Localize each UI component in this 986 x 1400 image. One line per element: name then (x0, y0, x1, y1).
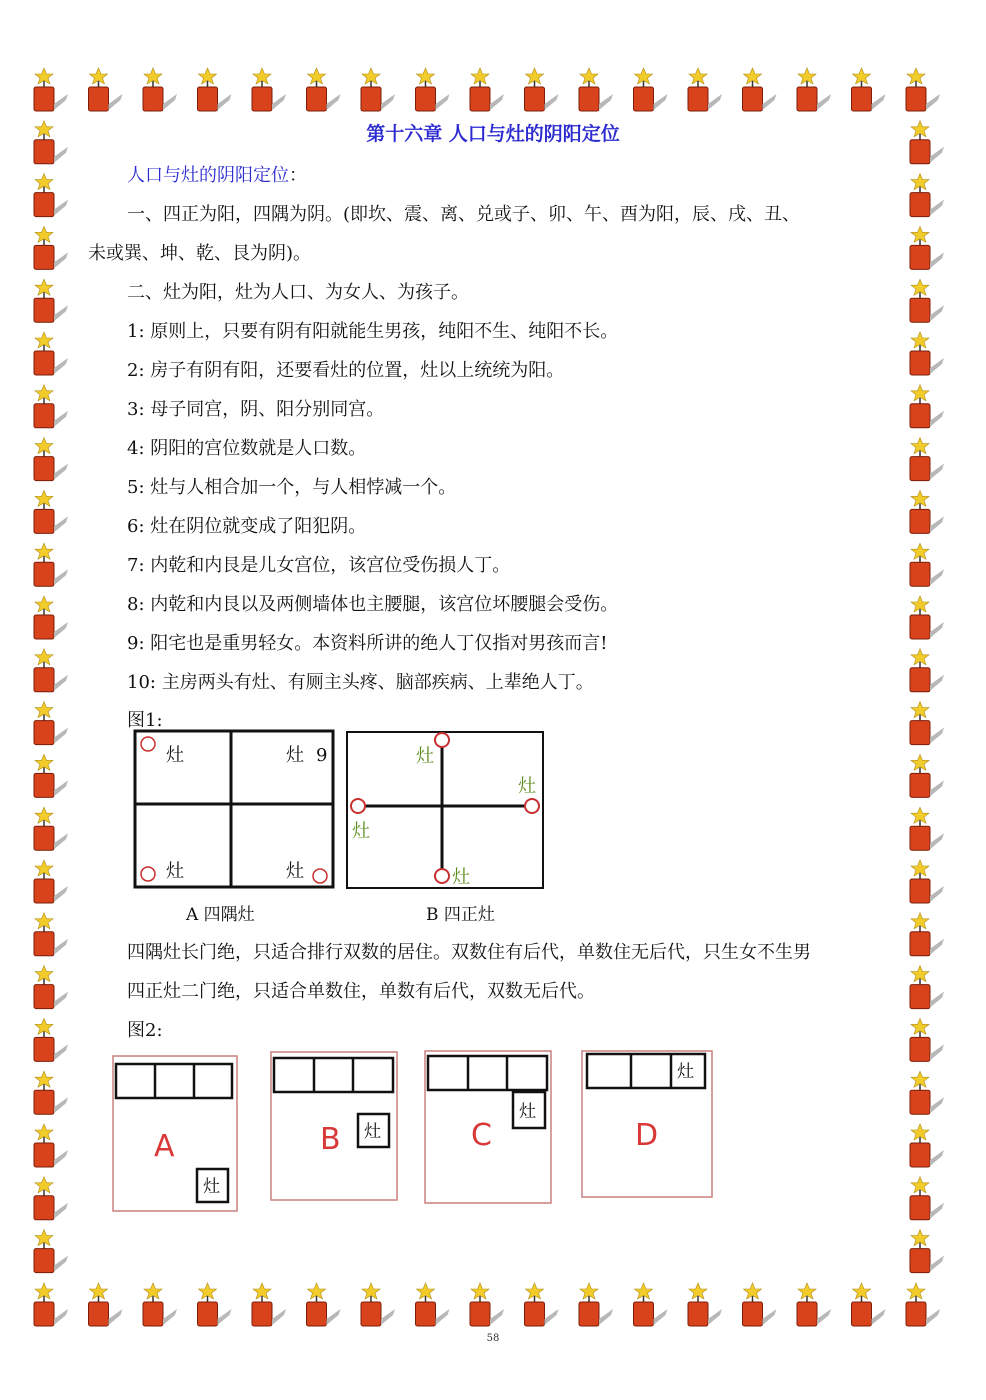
corner-circle (141, 867, 155, 881)
cardinal-circle (435, 869, 449, 883)
candle-icon (910, 174, 944, 217)
zao-label: 灶 (364, 1122, 381, 1142)
list-item: 7: 内乾和内艮是儿女宫位，该宫位受伤损人丁。 (127, 555, 511, 576)
zao-label: 灶 (677, 1062, 694, 1082)
zao-label: 灶 (519, 1102, 536, 1122)
candle-icon (34, 1018, 68, 1061)
candle-icon (307, 1283, 341, 1326)
candle-icon (34, 966, 68, 1009)
candle-icon (34, 596, 68, 639)
candle-icon (579, 68, 613, 111)
corner-circle (313, 869, 327, 883)
zao-label: 灶 (166, 861, 184, 882)
corner-circle (141, 737, 155, 751)
candle-icon (634, 68, 668, 111)
candle-icon (906, 68, 940, 111)
candle-icon (906, 1283, 940, 1326)
candle-icon (910, 860, 944, 903)
fig2-diagram-d (582, 1051, 712, 1197)
list-item: 9: 阳宅也是重男轻女。本资料所讲的绝人丁仅指对男孩而言! (127, 633, 608, 654)
fig1-label: 图1: (127, 710, 163, 731)
candle-icon (688, 1283, 722, 1326)
candle-icon (34, 754, 68, 797)
candle-icon (910, 438, 944, 481)
diagram-letter: B (320, 1122, 341, 1157)
candle-icon (143, 68, 177, 111)
digit-label: 9 (316, 745, 328, 766)
subtitle-colon: ： (289, 165, 307, 186)
candle-icon (198, 1283, 232, 1326)
candle-icon (910, 226, 944, 269)
candle-icon (34, 279, 68, 322)
fig1-diagram-a (135, 731, 333, 887)
candle-icon (910, 1177, 944, 1220)
figure-1 (126, 726, 556, 896)
candle-icon (743, 68, 777, 111)
candle-icon (852, 1283, 886, 1326)
candle-icon (252, 1283, 286, 1326)
candle-icon (34, 702, 68, 745)
zao-label: 灶 (166, 745, 184, 766)
candle-icon (797, 1283, 831, 1326)
candle-icon (89, 68, 123, 111)
candle-icon (910, 490, 944, 533)
candle-icon (34, 332, 68, 375)
candle-icon (910, 702, 944, 745)
candle-icon (34, 860, 68, 903)
candle-icon (89, 1283, 123, 1326)
list-item: 5: 灶与人相合加一个，与人相悖减一个。 (127, 477, 457, 498)
zao-label: 灶 (352, 821, 370, 842)
candle-icon (34, 543, 68, 586)
diagram-letter: D (635, 1118, 659, 1153)
zao-label: 灶 (452, 867, 470, 888)
candle-icon (910, 279, 944, 322)
candle-icon (34, 385, 68, 428)
candle-icon (797, 68, 831, 111)
fig2-diagram-b (271, 1052, 397, 1200)
candle-icon (34, 68, 68, 111)
list-item: 10: 主房两头有灶、有厕主头疼、脑部疾病、上辈绝人丁。 (127, 672, 594, 693)
candle-icon (525, 68, 559, 111)
candle-icon (910, 649, 944, 692)
list-item: 1: 原则上，只要有阴有阳就能生男孩，纯阳不生、纯阳不长。 (127, 321, 619, 342)
chapter-title: 第十六章 人口与灶的阴阳定位 (366, 123, 620, 145)
fig1-diagram-b (347, 732, 543, 888)
candle-icon (634, 1283, 668, 1326)
candle-icon (910, 754, 944, 797)
candle-icon (470, 68, 504, 111)
zao-label: 灶 (518, 776, 536, 797)
candle-icon (910, 543, 944, 586)
fig2-diagram-a (113, 1056, 237, 1211)
figure-2 (108, 1048, 718, 1218)
candle-icon (525, 1283, 559, 1326)
candle-icon (910, 385, 944, 428)
candle-icon (34, 1283, 68, 1326)
candle-icon (470, 1283, 504, 1326)
candle-icon (34, 1177, 68, 1220)
diagram-letter: A (154, 1129, 175, 1164)
candle-icon (688, 68, 722, 111)
note-2: 四正灶二门绝，只适合单数住，单数有后代，双数无后代。 (127, 981, 595, 1002)
candle-icon (34, 1124, 68, 1167)
candle-icon (34, 649, 68, 692)
candle-icon (910, 807, 944, 850)
para1-line1: 一、四正为阳，四隅为阴。(即坎、震、离、兑或子、卯、午、酉为阳，辰、戌、丑、 (127, 204, 801, 225)
candle-icon (910, 913, 944, 956)
candle-icon (34, 174, 68, 217)
cardinal-circle (351, 799, 365, 813)
cardinal-circle (435, 733, 449, 747)
page-number: 58 (486, 1333, 500, 1344)
candle-icon (34, 1071, 68, 1114)
diagram-letter: C (471, 1118, 492, 1153)
candle-icon (361, 1283, 395, 1326)
para2: 二、灶为阳，灶为人口、为女人、为孩子。 (127, 282, 469, 303)
subtitle (127, 161, 307, 187)
zao-label: 灶 (416, 746, 434, 767)
candle-icon (910, 596, 944, 639)
candle-icon (34, 438, 68, 481)
subtitle-text: 人口与灶的阴阳定位 (127, 165, 289, 186)
candle-icon (910, 966, 944, 1009)
candle-icon (198, 68, 232, 111)
candle-icon (910, 332, 944, 375)
list-item: 3: 母子同宫，阴、阳分别同宫。 (127, 399, 385, 420)
candle-icon (579, 1283, 613, 1326)
candle-icon (910, 1018, 944, 1061)
zao-label: 灶 (203, 1177, 220, 1197)
list-item: 2: 房子有阴有阳，还要看灶的位置，灶以上统统为阳。 (127, 360, 565, 381)
para1-line2: 未或巽、坤、乾、艮为阴)。 (88, 243, 312, 264)
candle-icon (416, 68, 450, 111)
candle-icon (361, 68, 395, 111)
candle-icon (34, 490, 68, 533)
candle-icon (743, 1283, 777, 1326)
candle-icon (143, 1283, 177, 1326)
list-item: 8: 内乾和内艮以及两侧墙体也主腰腿，该宫位坏腰腿会受伤。 (127, 594, 619, 615)
candle-icon (252, 68, 286, 111)
fig1-caption-a: A 四隅灶 (186, 905, 255, 925)
candle-icon (34, 1230, 68, 1273)
candle-icon (910, 1071, 944, 1114)
candle-icon (34, 913, 68, 956)
zao-label: 灶 (286, 861, 304, 882)
candle-icon (416, 1283, 450, 1326)
candle-icon (852, 68, 886, 111)
candle-icon (910, 1124, 944, 1167)
candle-icon (34, 226, 68, 269)
zao-label: 灶 (286, 745, 304, 766)
fig2-diagram-c (425, 1051, 551, 1203)
list-item: 4: 阴阳的宫位数就是人口数。 (127, 438, 367, 459)
cardinal-circle (525, 799, 539, 813)
list-item: 6: 灶在阴位就变成了阳犯阴。 (127, 516, 367, 537)
fig1-caption-b: B 四正灶 (426, 905, 495, 925)
candle-icon (307, 68, 341, 111)
candle-icon (34, 807, 68, 850)
note-1: 四隅灶长门绝，只适合排行双数的居住。双数住有后代，单数住无后代，只生女不生男 (127, 942, 811, 963)
candle-icon (910, 1230, 944, 1273)
fig2-label: 图2: (127, 1020, 163, 1041)
